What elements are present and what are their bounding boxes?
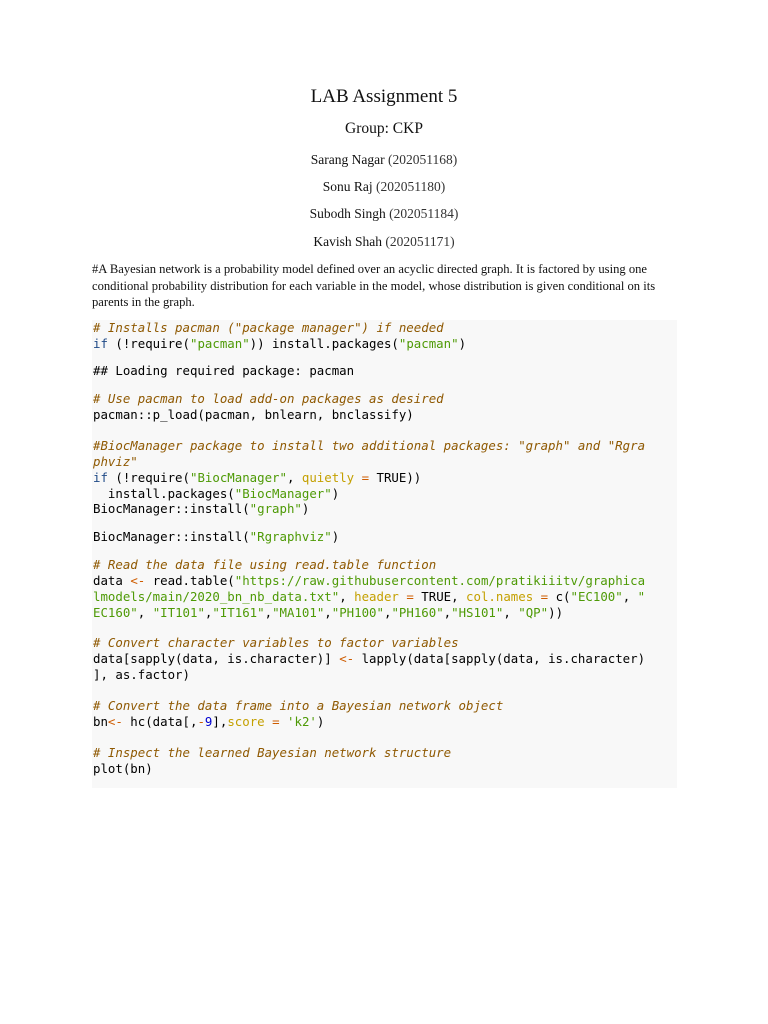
author-name: Subodh Singh <box>309 206 390 221</box>
code-token: ) <box>301 501 310 516</box>
code-token: data[sapply(data, is.character)] <box>93 651 340 666</box>
code-token: , <box>324 605 332 620</box>
code-token: "MA101" <box>272 605 325 620</box>
code-token: ) <box>331 486 340 501</box>
code-line <box>93 392 444 406</box>
code-token: col.names <box>466 589 534 604</box>
code-token: "https://raw.githubusercontent.com/pratikiiitv/graphica <box>234 573 646 588</box>
code-line <box>93 487 339 501</box>
code-token: # Convert the data frame into a Bayesian network object <box>93 698 504 713</box>
code-line <box>93 530 339 544</box>
author-name: Sarang Nagar <box>310 152 388 167</box>
code-token: , <box>503 605 519 620</box>
code-token: "BiocManager" <box>234 486 332 501</box>
code-token: install.packages( <box>93 486 235 501</box>
intro-paragraph: #A Bayesian network is a probability model defined over an acyclic directed graph. It is factored by using one conditional probability distribution for each variable in the model, whose distribution is given conditional on its parents in the graph. <box>92 262 656 309</box>
code-token: 9 <box>204 714 213 729</box>
author-line <box>0 152 768 168</box>
code-token: (!require( <box>107 470 190 485</box>
code-token: <- <box>339 651 355 666</box>
author-id: (202051184) <box>389 206 459 221</box>
code-token: c( <box>548 589 571 604</box>
code-token: "PH100" <box>331 605 384 620</box>
code-token: (!require( <box>107 336 190 351</box>
author-line <box>0 179 768 195</box>
code-line <box>93 321 444 335</box>
code-line <box>93 455 138 469</box>
code-token: data <box>93 573 131 588</box>
code-token: header <box>354 589 399 604</box>
code-token: = <box>540 589 549 604</box>
code-token: , <box>383 605 392 620</box>
group-name: Group: CKP <box>345 120 423 137</box>
code-token: )) install.packages( <box>249 336 399 351</box>
code-token: "EC100" <box>570 589 623 604</box>
code-token: ], as.factor) <box>93 667 190 682</box>
code-line <box>93 408 414 422</box>
code-token: , <box>137 605 153 620</box>
code-token: 'k2' <box>287 714 317 729</box>
code-token: TRUE)) <box>369 470 422 485</box>
code-token: # Read the data file using read.table function <box>93 557 437 572</box>
code-token: , <box>264 605 273 620</box>
code-line <box>93 606 563 620</box>
code-line <box>93 574 645 588</box>
code-token: BiocManager::install( <box>93 529 250 544</box>
code-token: "pacman" <box>189 336 250 351</box>
author-name: Kavish Shah <box>313 234 386 249</box>
code-token: phviz" <box>93 454 138 469</box>
code-token: , <box>622 589 638 604</box>
code-token: "IT161" <box>212 605 265 620</box>
code-token: "PH160" <box>391 605 444 620</box>
author-id: (202051168) <box>387 152 458 167</box>
code-token: "graph" <box>249 501 302 516</box>
code-token: # Convert character variables to factor variables <box>93 635 459 650</box>
code-token: #BiocManager package to install two additional packages: "graph" and "Rgra <box>93 438 646 453</box>
code-token <box>265 714 272 729</box>
code-token: TRUE, <box>413 589 467 604</box>
code-token: if <box>93 470 108 485</box>
code-token: "IT101" <box>152 605 205 620</box>
code-line <box>93 439 645 453</box>
code-token: # Use pacman to load add-on packages as desired <box>93 391 444 406</box>
code-token: <- <box>130 573 146 588</box>
author-id: (202051180) <box>376 179 446 194</box>
code-token <box>533 589 540 604</box>
code-token: ) <box>458 336 467 351</box>
code-token: " <box>637 589 646 604</box>
code-token: quietly <box>301 470 355 485</box>
code-line <box>93 471 421 485</box>
code-token: ## Loading required package: pacman <box>93 363 355 378</box>
code-token: )) <box>548 605 564 620</box>
author-id: (202051171) <box>385 234 455 249</box>
code-token: # Installs pacman ("package manager") if needed <box>93 320 444 335</box>
code-token: hc(data[, <box>122 714 198 729</box>
code-token: "Rgraphviz" <box>249 529 332 544</box>
code-line <box>93 762 153 776</box>
code-token: , <box>339 589 355 604</box>
code-token: "HS101" <box>451 605 504 620</box>
code-line <box>93 590 645 604</box>
code-line <box>93 699 503 713</box>
author-line <box>0 234 768 250</box>
code-token: "BiocManager" <box>189 470 287 485</box>
code-line <box>93 668 190 682</box>
code-token: # Inspect the learned Bayesian network structure <box>93 745 452 760</box>
code-token: , <box>286 470 302 485</box>
code-token: = <box>406 589 414 604</box>
code-token: "pacman" <box>398 336 459 351</box>
code-token: BiocManager::install( <box>93 501 250 516</box>
code-token: EC160" <box>93 605 138 620</box>
document-title: LAB Assignment 5 <box>310 86 458 107</box>
code-token: ) <box>316 714 325 729</box>
code-token: , <box>443 605 452 620</box>
code-token <box>280 714 287 729</box>
code-line <box>93 636 459 650</box>
code-token: lapply(data[sapply(data, is.character) <box>354 651 646 666</box>
code-token: if <box>93 336 108 351</box>
code-token: = <box>361 470 370 485</box>
code-line <box>93 502 309 516</box>
code-line <box>93 364 354 378</box>
author-name: Sonu Raj <box>322 179 376 194</box>
code-token: read.table( <box>145 573 235 588</box>
code-line <box>93 558 436 572</box>
code-token: "QP" <box>518 605 549 620</box>
code-line <box>93 337 466 351</box>
code-token: lmodels/main/2020_bn_nb_data.txt" <box>93 589 340 604</box>
code-token: score <box>227 714 265 729</box>
code-token: - <box>197 714 205 729</box>
code-token: <- <box>107 714 123 729</box>
code-token: = <box>272 714 280 729</box>
code-token: ], <box>212 714 228 729</box>
code-line <box>93 715 324 729</box>
code-line <box>93 746 451 760</box>
code-token: plot(bn) <box>93 761 153 776</box>
code-line <box>93 652 645 666</box>
code-token: bn <box>93 714 108 729</box>
author-line <box>0 206 768 222</box>
code-token <box>354 470 361 485</box>
code-token: ) <box>331 529 340 544</box>
code-token: , <box>204 605 213 620</box>
code-token: pacman::p_load(pacman, bnlearn, bnclassify) <box>93 407 414 422</box>
